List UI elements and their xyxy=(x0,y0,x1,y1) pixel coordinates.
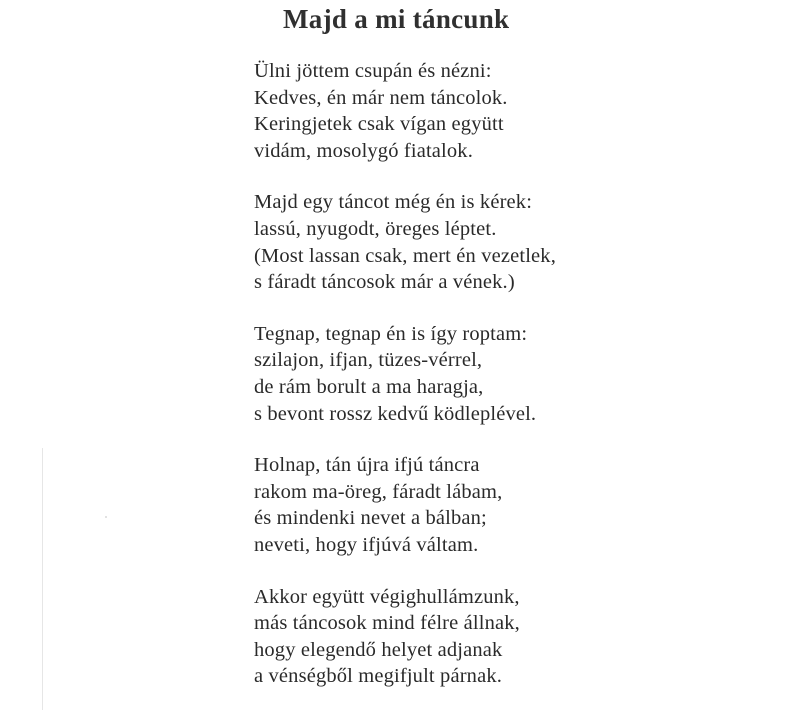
poem-line: Tegnap, tegnap én is így roptam: xyxy=(254,322,528,345)
poem-line: de rám borult a ma haragja, xyxy=(254,375,484,398)
poem-title: Majd a mi táncunk xyxy=(283,4,510,34)
stanza-3 xyxy=(254,321,674,427)
poem-line: Akkor együtt végighullámzunk, xyxy=(254,585,520,608)
poem-body xyxy=(254,58,674,715)
scan-speck xyxy=(105,516,107,518)
stanza-2 xyxy=(254,189,674,295)
poem-line: rakom ma-öreg, fáradt lábam, xyxy=(254,480,503,503)
poem-line: a vénségből megifjult párnak. xyxy=(254,665,502,688)
poem-line: lassú, nyugodt, öreges léptet. xyxy=(254,217,497,240)
stanza-1 xyxy=(254,58,674,164)
stanza-4 xyxy=(254,452,674,558)
poem-line: Ülni jöttem csupán és nézni: xyxy=(254,60,492,82)
poem-line: más táncosok mind félre állnak, xyxy=(254,612,520,635)
poem-line: hogy elegendő helyet adjanak xyxy=(254,638,503,661)
poem-line: neveti, hogy ifjúvá váltam. xyxy=(254,533,479,556)
poem-line: s fáradt táncosok már a vének.) xyxy=(254,271,515,294)
poem-line: Holnap, tán újra ifjú táncra xyxy=(254,454,480,477)
poem-line: Keringjetek csak vígan együtt xyxy=(254,113,504,136)
poem-line: (Most lassan csak, mert én vezetlek, xyxy=(254,244,556,267)
poem-line: szilajon, ifjan, tüzes-vérrel, xyxy=(254,349,483,372)
poem-line: vidám, mosolygó fiatalok. xyxy=(254,139,473,162)
scan-page-edge xyxy=(42,448,43,710)
poem-line: Majd egy táncot még én is kérek: xyxy=(254,191,533,214)
poem-line: s bevont rossz kedvű ködleplével. xyxy=(254,402,537,425)
stanza-5 xyxy=(254,584,674,690)
poem-line: és mindenki nevet a bálban; xyxy=(254,507,487,530)
poem-line: Kedves, én már nem táncolok. xyxy=(254,86,508,109)
